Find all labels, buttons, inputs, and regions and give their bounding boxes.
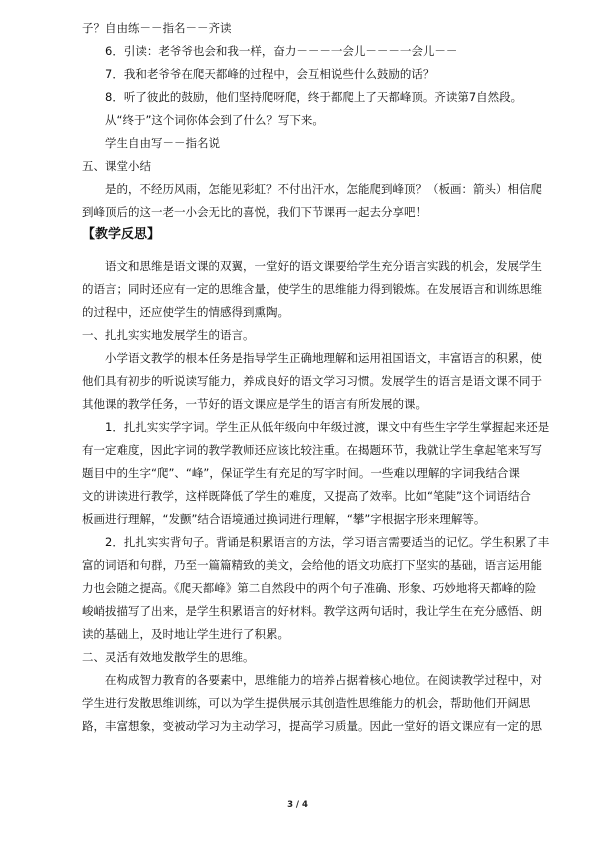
text-line-top-0: 子？自由练－－指名－－齐读: [82, 21, 232, 35]
text-line-bottom-11: 板画进行理解，“发颤”结合语境通过换词进行理解，“攀”字根据字形来理解等。: [82, 512, 486, 526]
text-line-top-1: 6．引读：老爷爷也会和我一样，奋力－－－一会儿－－－一会儿－－: [105, 44, 458, 58]
text-line-bottom-1: 的语言；同时还应有一定的思维含量，使学生的思维能力得到锻炼。在发展语言和训练思维: [82, 282, 542, 296]
text-line-top-7: 是的，不经历风雨，怎能见彩虹？不付出汗水，怎能爬到峰顶？（板画：箭头）相信爬: [105, 182, 542, 196]
text-line-bottom-18: 在构成智力教育的各要素中，思维能力的培养占据着核心地位。在阅读教学过程中，对: [105, 673, 542, 687]
text-line-bottom-14: 力也会随之提高。《爬天都峰》第二自然段中的两个句子准确、形象、巧妙地将天都峰的险: [82, 581, 537, 595]
text-line-bottom-6: 其他课的教学任务，一节好的语文课应是学生的语言有所发展的课。: [82, 397, 427, 411]
text-line-bottom-15: 峻峭拔描写了出来，是学生积累语言的好材料。教学这两句话时，我让学生在充分感悟、朗: [82, 604, 542, 618]
text-line-bottom-17: 二、灵活有效地发散学生的思维。: [82, 650, 255, 664]
text-line-top-8: 到峰顶后的这一老一小会无比的喜悦，我们下节课再一起去分享吧！: [82, 205, 427, 219]
text-line-bottom-20: 路，丰富想象，变被动学习为主动学习，提高学习质量。因此一堂好的语文课应有一定的思: [82, 719, 542, 733]
text-line-bottom-0: 语文和思维是语文课的双翼，一堂好的语文课要给学生充分语言实践的机会，发展学生: [105, 259, 542, 273]
page-number: 3 / 4: [287, 800, 308, 810]
text-line-top-4: 从“终于”这个词你体会到了什么？写下来。: [105, 113, 324, 127]
text-line-bottom-19: 学生进行发散思维训练，可以为学生提供展示其创造性思维能力的机会，帮助他们开阔思: [82, 696, 531, 710]
section-heading: 【教学反思】: [82, 227, 161, 242]
text-line-bottom-4: 小学语文教学的根本任务是指导学生正确地理解和运用祖国语文，丰富语言的积累，使: [105, 351, 542, 365]
text-line-bottom-3: 一、扎扎实实地发展学生的语言。: [82, 328, 255, 342]
text-line-bottom-16: 读的基础上，及时地让学生进行了积累。: [82, 627, 289, 641]
text-line-top-5: 学生自由写－－指名说: [105, 136, 220, 150]
text-line-bottom-2: 的过程中，还应使学生的情感得到熏陶。: [82, 305, 289, 319]
text-line-bottom-8: 有一定难度，因此字词的教学教师还应该比较注重。在揭题环节，我就让学生拿起笔来写写: [82, 443, 542, 457]
text-line-bottom-10: 文的讲读进行教学，这样既降低了学生的难度，又提高了效率。比如“笔陡”这个词语结合: [82, 489, 531, 503]
text-line-top-6: 五、课堂小结: [82, 159, 151, 173]
text-line-bottom-5: 他们具有初步的听说读写能力，养成良好的语文学习习惯。发展学生的语言是语文课不同于: [82, 374, 542, 388]
text-line-bottom-12: 2．扎扎实实背句子。背诵是积累语言的方法，学习语言需要适当的记忆。学生积累了丰: [105, 535, 550, 549]
text-line-bottom-13: 富的词语和句群，乃至一篇篇精致的美文，会给他的语文功底打下坚实的基础，语言运用能: [82, 558, 542, 572]
text-line-bottom-7: 1．扎扎实实学字词。学生正从低年级向中年级过渡，课文中有些生字学生掌握起来还是: [105, 420, 550, 434]
text-line-top-2: 7．我和老爷爷在爬天都峰的过程中，会互相说些什么鼓励的话？: [105, 67, 435, 81]
text-line-top-3: 8．听了彼此的鼓励，他们坚持爬呀爬，终于都爬上了天都峰顶。齐读第7自然段。: [105, 90, 523, 104]
text-line-bottom-9: 题目中的生字“爬”、“峰”，保证学生有充足的写字时间。一些难以理解的字词我结合课: [82, 466, 520, 480]
